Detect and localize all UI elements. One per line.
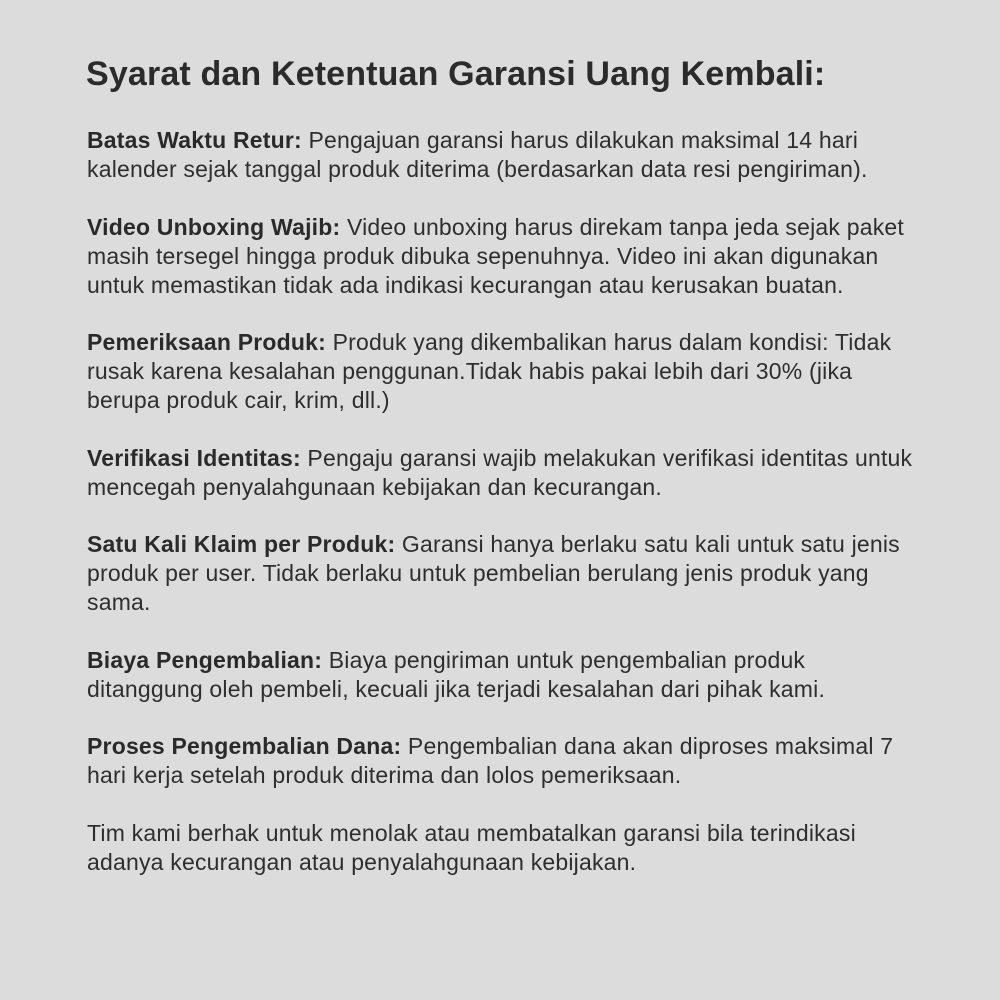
term-heading: Verifikasi Identitas: bbox=[87, 444, 301, 471]
term-product-inspection bbox=[87, 328, 922, 415]
terms-content bbox=[87, 126, 922, 877]
term-heading: Video Unboxing Wajib: bbox=[87, 213, 341, 240]
term-unboxing-video bbox=[87, 213, 922, 300]
term-return-deadline bbox=[87, 126, 922, 184]
term-text: Pengaju garansi wajib melakukan verifikasi identitas untuk mencegah penyalahgunaan kebijakan dan kecurangan. bbox=[87, 444, 913, 500]
term-refund-process bbox=[87, 732, 922, 790]
term-text: Produk yang dikembalikan harus dalam kondisi: Tidak rusak karena kesalahan penggunan.Tidak habis pakai lebih dari 30% (jika berupa produk cair, krim, dll.) bbox=[87, 329, 892, 413]
term-return-cost bbox=[87, 646, 922, 704]
term-identity-verification bbox=[87, 444, 922, 502]
term-heading: Pemeriksaan Produk: bbox=[87, 329, 327, 355]
term-one-claim-per-product bbox=[87, 530, 922, 617]
page-title: Syarat dan Ketentuan Garansi Uang Kembali: bbox=[86, 55, 826, 93]
term-heading: Satu Kali Klaim per Produk: bbox=[87, 531, 396, 557]
term-text: Video unboxing harus direkam tanpa jeda sejak paket masih tersegel hingga produk dibuka sepenuhnya. Video ini akan digunakan untuk memastikan tidak ada indikasi kecurangan atau kerusakan buatan. bbox=[87, 213, 904, 298]
term-heading: Proses Pengembalian Dana: bbox=[87, 733, 402, 759]
term-text: Biaya pengiriman untuk pengembalian produk ditanggung oleh pembeli, kecuali jika terjadi kesalahan dari pihak kami. bbox=[87, 646, 826, 702]
term-text: Pengajuan garansi harus dilakukan maksimal 14 hari kalender sejak tanggal produk diterima (berdasarkan data resi pengiriman). bbox=[87, 127, 868, 182]
closing-statement: Tim kami berhak untuk menolak atau membatalkan garansi bila terindikasi adanya kecurangan atau penyalahgunaan kebijakan. bbox=[87, 819, 856, 875]
term-text: Garansi hanya berlaku satu kali untuk satu jenis produk per user. Tidak berlaku untuk pembelian berulang jenis produk yang sama. bbox=[87, 531, 900, 615]
term-heading: Batas Waktu Retur: bbox=[87, 127, 302, 153]
term-text: Pengembalian dana akan diproses maksimal 7 hari kerja setelah produk diterima dan lolos pemeriksaan. bbox=[87, 733, 894, 788]
term-heading: Biaya Pengembalian: bbox=[87, 646, 323, 673]
